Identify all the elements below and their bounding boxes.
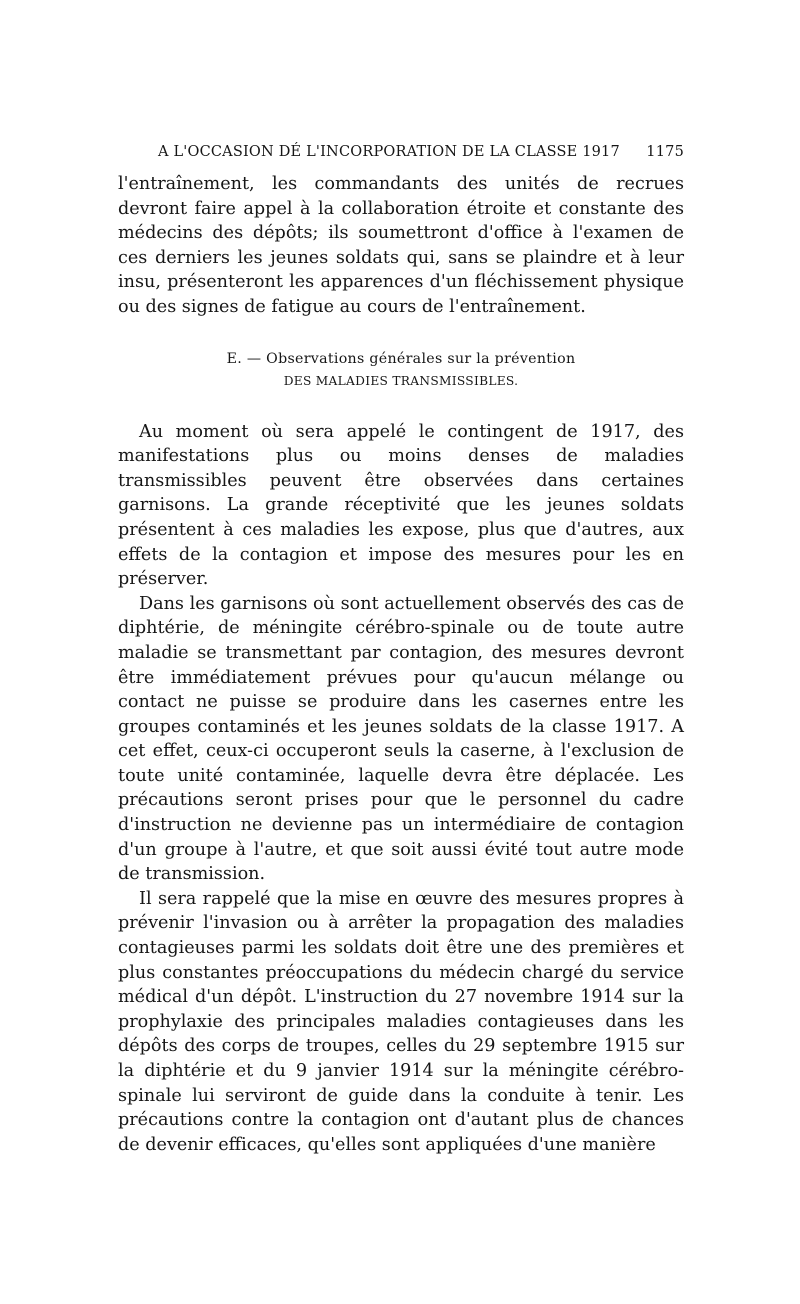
book-page — [118, 144, 684, 1157]
page-number: 1175 — [646, 144, 684, 160]
paragraph-garrisons: Dans les garnisons où sont actuellement observés des cas de diphtérie, de méningite cérébro-spinale ou de toute autre maladie se transmettant par contagion, des mesures devront être immédiatement prévues pour qu'aucun mélange ou contact ne puisse se produire dans les casernes entre les groupes contaminés et les jeunes soldats de la classe 1917. A cet effet, ceux-ci occuperont seuls la caserne, à l'exclusion de toute unité contaminée, laquelle devra être déplacée. Les précautions seront prises pour que le personnel du cadre d'instruction ne devienne pas un intermédiaire de contagion d'un groupe à l'autre, et que soit aussi évité tout autre mode de transmission. — [118, 593, 684, 885]
paragraph-continuation: l'entraînement, les commandants des unités de recrues devront faire appel à la collaboration étroite et constante des médecins des dépôts; ils soumettront d'office à l'examen de ces derniers les jeunes soldats qui, sans se plaindre et à leur insu, présenteront les apparences d'un fléchissement physique ou des signes de fatigue au cours de l'entraînement. — [118, 174, 684, 317]
paragraph-prophylaxis: Il sera rappelé que la mise en œuvre des mesures propres à prévenir l'invasion ou à arrêter la propagation des maladies contagieuses parmi les soldats doit être une des premières et plus constantes préoccupations du médecin chargé du service médical d'un dépôt. L'instruction du 27 novembre 1914 sur la prophylaxie des principales maladies contagieuses dans les dépôts des corps de troupes, celles du 29 septembre 1915 sur la diphtérie et du 9 janvier 1914 sur la méningite cérébro-spinale lui serviront de guide dans la conduite à tenir. Les précautions contre la contagion ont d'autant plus de chances de devenir efficaces, qu'elles sont appliquées d'une manière — [118, 888, 684, 1155]
section-heading — [118, 348, 684, 392]
section-heading-line-2: DES MALADIES TRANSMISSIBLES. — [283, 373, 519, 388]
section-heading-line-1: E. — Observations générales sur la prévention — [226, 350, 576, 367]
paragraph-contingent: Au moment où sera appelé le contingent de 1917, des manifestations plus ou moins denses de maladies transmissibles peuvent être observées dans certaines garnisons. La grande réceptivité que les jeunes soldats présentent à ces maladies les expose, plus que d'autres, aux effets de la contagion et impose des mesures pour les en préserver. — [118, 421, 684, 590]
running-head — [158, 144, 684, 160]
running-head-title: A L'OCCASION DÉ L'INCORPORATION DE LA CLASSE 1917 — [158, 144, 620, 160]
